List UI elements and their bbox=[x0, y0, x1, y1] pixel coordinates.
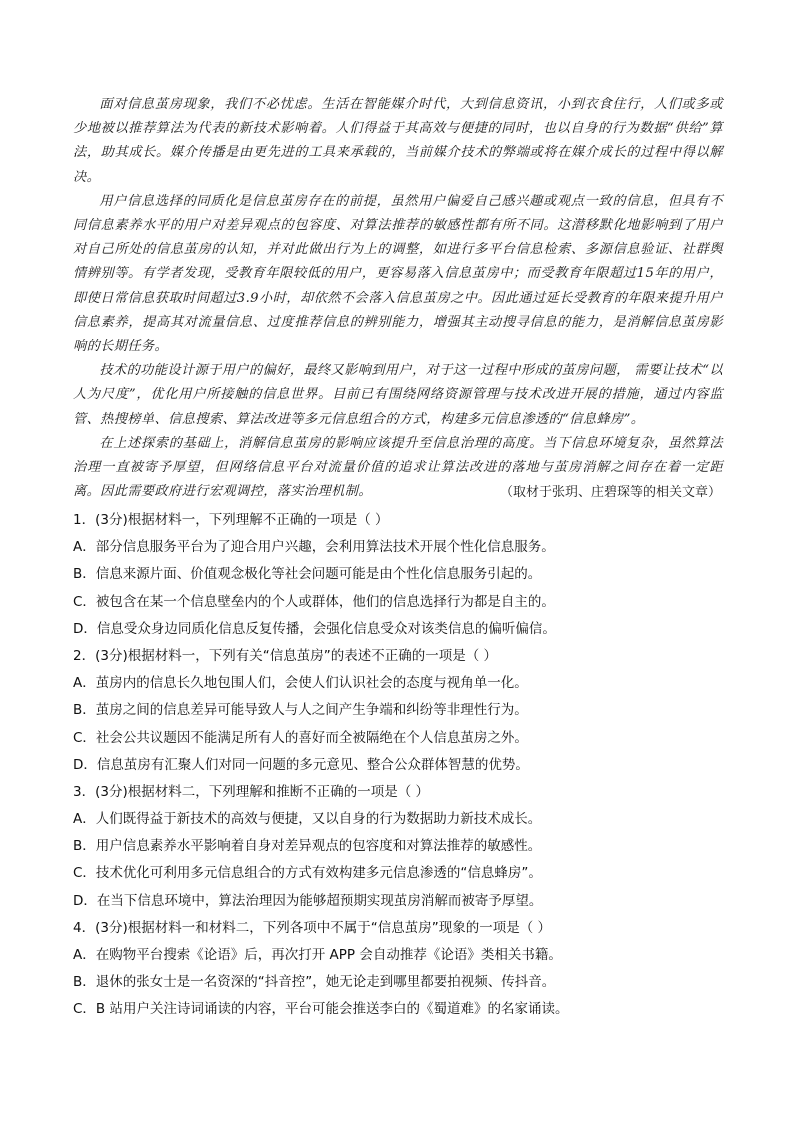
reading-passage bbox=[73, 93, 723, 504]
passage-paragraph-4: 在上述探索的基础上，消解信息茧房的影响应该提升至信息治理的高度。当下信息环境复杂，虽然算法治理一直被寄予厚望，但网络信息平台对流量价值的追求让算法改进的落地与茧房消解之间存在着一定距离。因此需要政府进行宏观调控，落实治理机制。 bbox=[73, 435, 723, 500]
question-3-option-d: D．在当下信息环境中，算法治理因为能够超预期实现茧房消解而被寄予厚望。 bbox=[73, 892, 543, 909]
question-2-option-c: C．社会公共议题因不能满足所有人的喜好而全被隔绝在个人信息茧房之外。 bbox=[73, 729, 528, 746]
question-2-stem: 2．(3分)根据材料一，下列有关“信息茧房”的表述不正确的一项是（ ） bbox=[73, 647, 497, 664]
passage-paragraph-3: 技术的功能设计源于用户的偏好，最终又影响到用户，对于这一过程中形成的茧房问题， 需要让技术“以人为尺度”，优化用户所接触的信息世界。目前已有围绕网络资源管理与技术改进开展的措施，通过内容监管、热搜榜单、信息搜索、算法改进等多元信息组合的方式，构建多元信息渗透的“信息蜂房”。 bbox=[73, 363, 723, 427]
question-1-stem: 1．(3分)根据材料一，下列理解不正确的一项是（ ） bbox=[73, 512, 389, 528]
passage-paragraph-2: 用户信息选择的同质化是信息茧房存在的前提，虽然用户偏爱自己感兴趣或观点一致的信息，但具有不同信息素养水平的用户对差异观点的包容度、对算法推荐的敏感性都有所不同。这潜移默化地影响到了用户对自己所处的信息茧房的认知，并对此做出行为上的调整，如进行多平台信息检索、多源信息验证、社群舆情辨别等。有学者发现，受教育年限较低的用户，更容易落入信息茧房中；而受教育年限超过15年的用户，即使日常信息获取时间超过3.9小时，却依然不会落入信息茧房之中。因此通过延长受教育的年限来提升用户信息素养，提高其对流量信息、过度推荐信息的辨别能力，增强其主动搜寻信息的能力，是消解信息茧房影响的长期任务。 bbox=[73, 193, 723, 355]
question-4-option-a: A．在购物平台搜索《论语》后，再次打开 APP 会自动推荐《论语》类相关书籍。 bbox=[73, 947, 562, 963]
passage-paragraph-1: 面对信息茧房现象，我们不必忧虑。生活在智能媒介时代，大到信息资讯，小到衣食住行，人们或多或少地被以推荐算法为代表的新技术影响着。人们得益于其高效与便捷的同时，也以自身的行为数据“供给”算法，助其成长。媒介传播是由更先进的工具来承载的，当前媒介技术的弊端或将在媒介成长的过程中得以解决。 bbox=[73, 97, 723, 185]
question-1-option-c: C．被包含在某一个信息壁垒内的个人或群体，他们的信息选择行为都是自主的。 bbox=[73, 593, 555, 610]
passage-source: （取材于张玥、庄碧琛等的相关文章） bbox=[499, 485, 721, 500]
question-2-option-b: B．茧房之间的信息差异可能导致人与人之间产生争端和纠纷等非理性行为。 bbox=[73, 702, 528, 719]
question-3-option-a: A．人们既得益于新技术的高效与便捷，又以自身的行为数据助力新技术成长。 bbox=[73, 811, 542, 828]
question-2-option-d: D．信息茧房有汇聚人们对同一问题的多元意见、整合公众群体智慧的优势。 bbox=[73, 756, 529, 773]
question-4-stem: 4．(3分)根据材料一和材料二，下列各项中不属于“信息茧房”现象的一项是（ ） bbox=[73, 919, 551, 936]
question-1-option-d: D．信息受众身边同质化信息反复传播，会强化信息受众对该类信息的偏听偏信。 bbox=[73, 620, 556, 637]
question-list bbox=[73, 507, 733, 1024]
question-3-option-c: C．技术优化可利用多元信息组合的方式有效构建多元信息渗透的“信息蜂房”。 bbox=[73, 865, 542, 882]
question-4-option-b: B．退休的张女士是一名资深的“抖音控”，她无论走到哪里都要拍视频、传抖音。 bbox=[73, 974, 556, 991]
question-3-option-b: B．用户信息素养水平影响着自身对差异观点的包容度和对算法推荐的敏感性。 bbox=[73, 838, 542, 855]
question-1-option-b: B．信息来源片面、价值观念极化等社会问题可能是由个性化信息服务引起的。 bbox=[73, 566, 542, 583]
question-4-option-c: C．B 站用户关注诗词诵读的内容，平台可能会推送李白的《蜀道难》的名家诵读。 bbox=[73, 1001, 569, 1018]
question-1-option-a: A．部分信息服务平台为了迎合用户兴趣，会利用算法技术开展个性化信息服务。 bbox=[73, 539, 555, 556]
question-3-stem: 3．(3分)根据材料二，下列理解和推断不正确的一项是（ ） bbox=[73, 783, 430, 800]
question-2-option-a: A．茧房内的信息长久地包围人们，会使人们认识社会的态度与视角单一化。 bbox=[73, 675, 528, 692]
